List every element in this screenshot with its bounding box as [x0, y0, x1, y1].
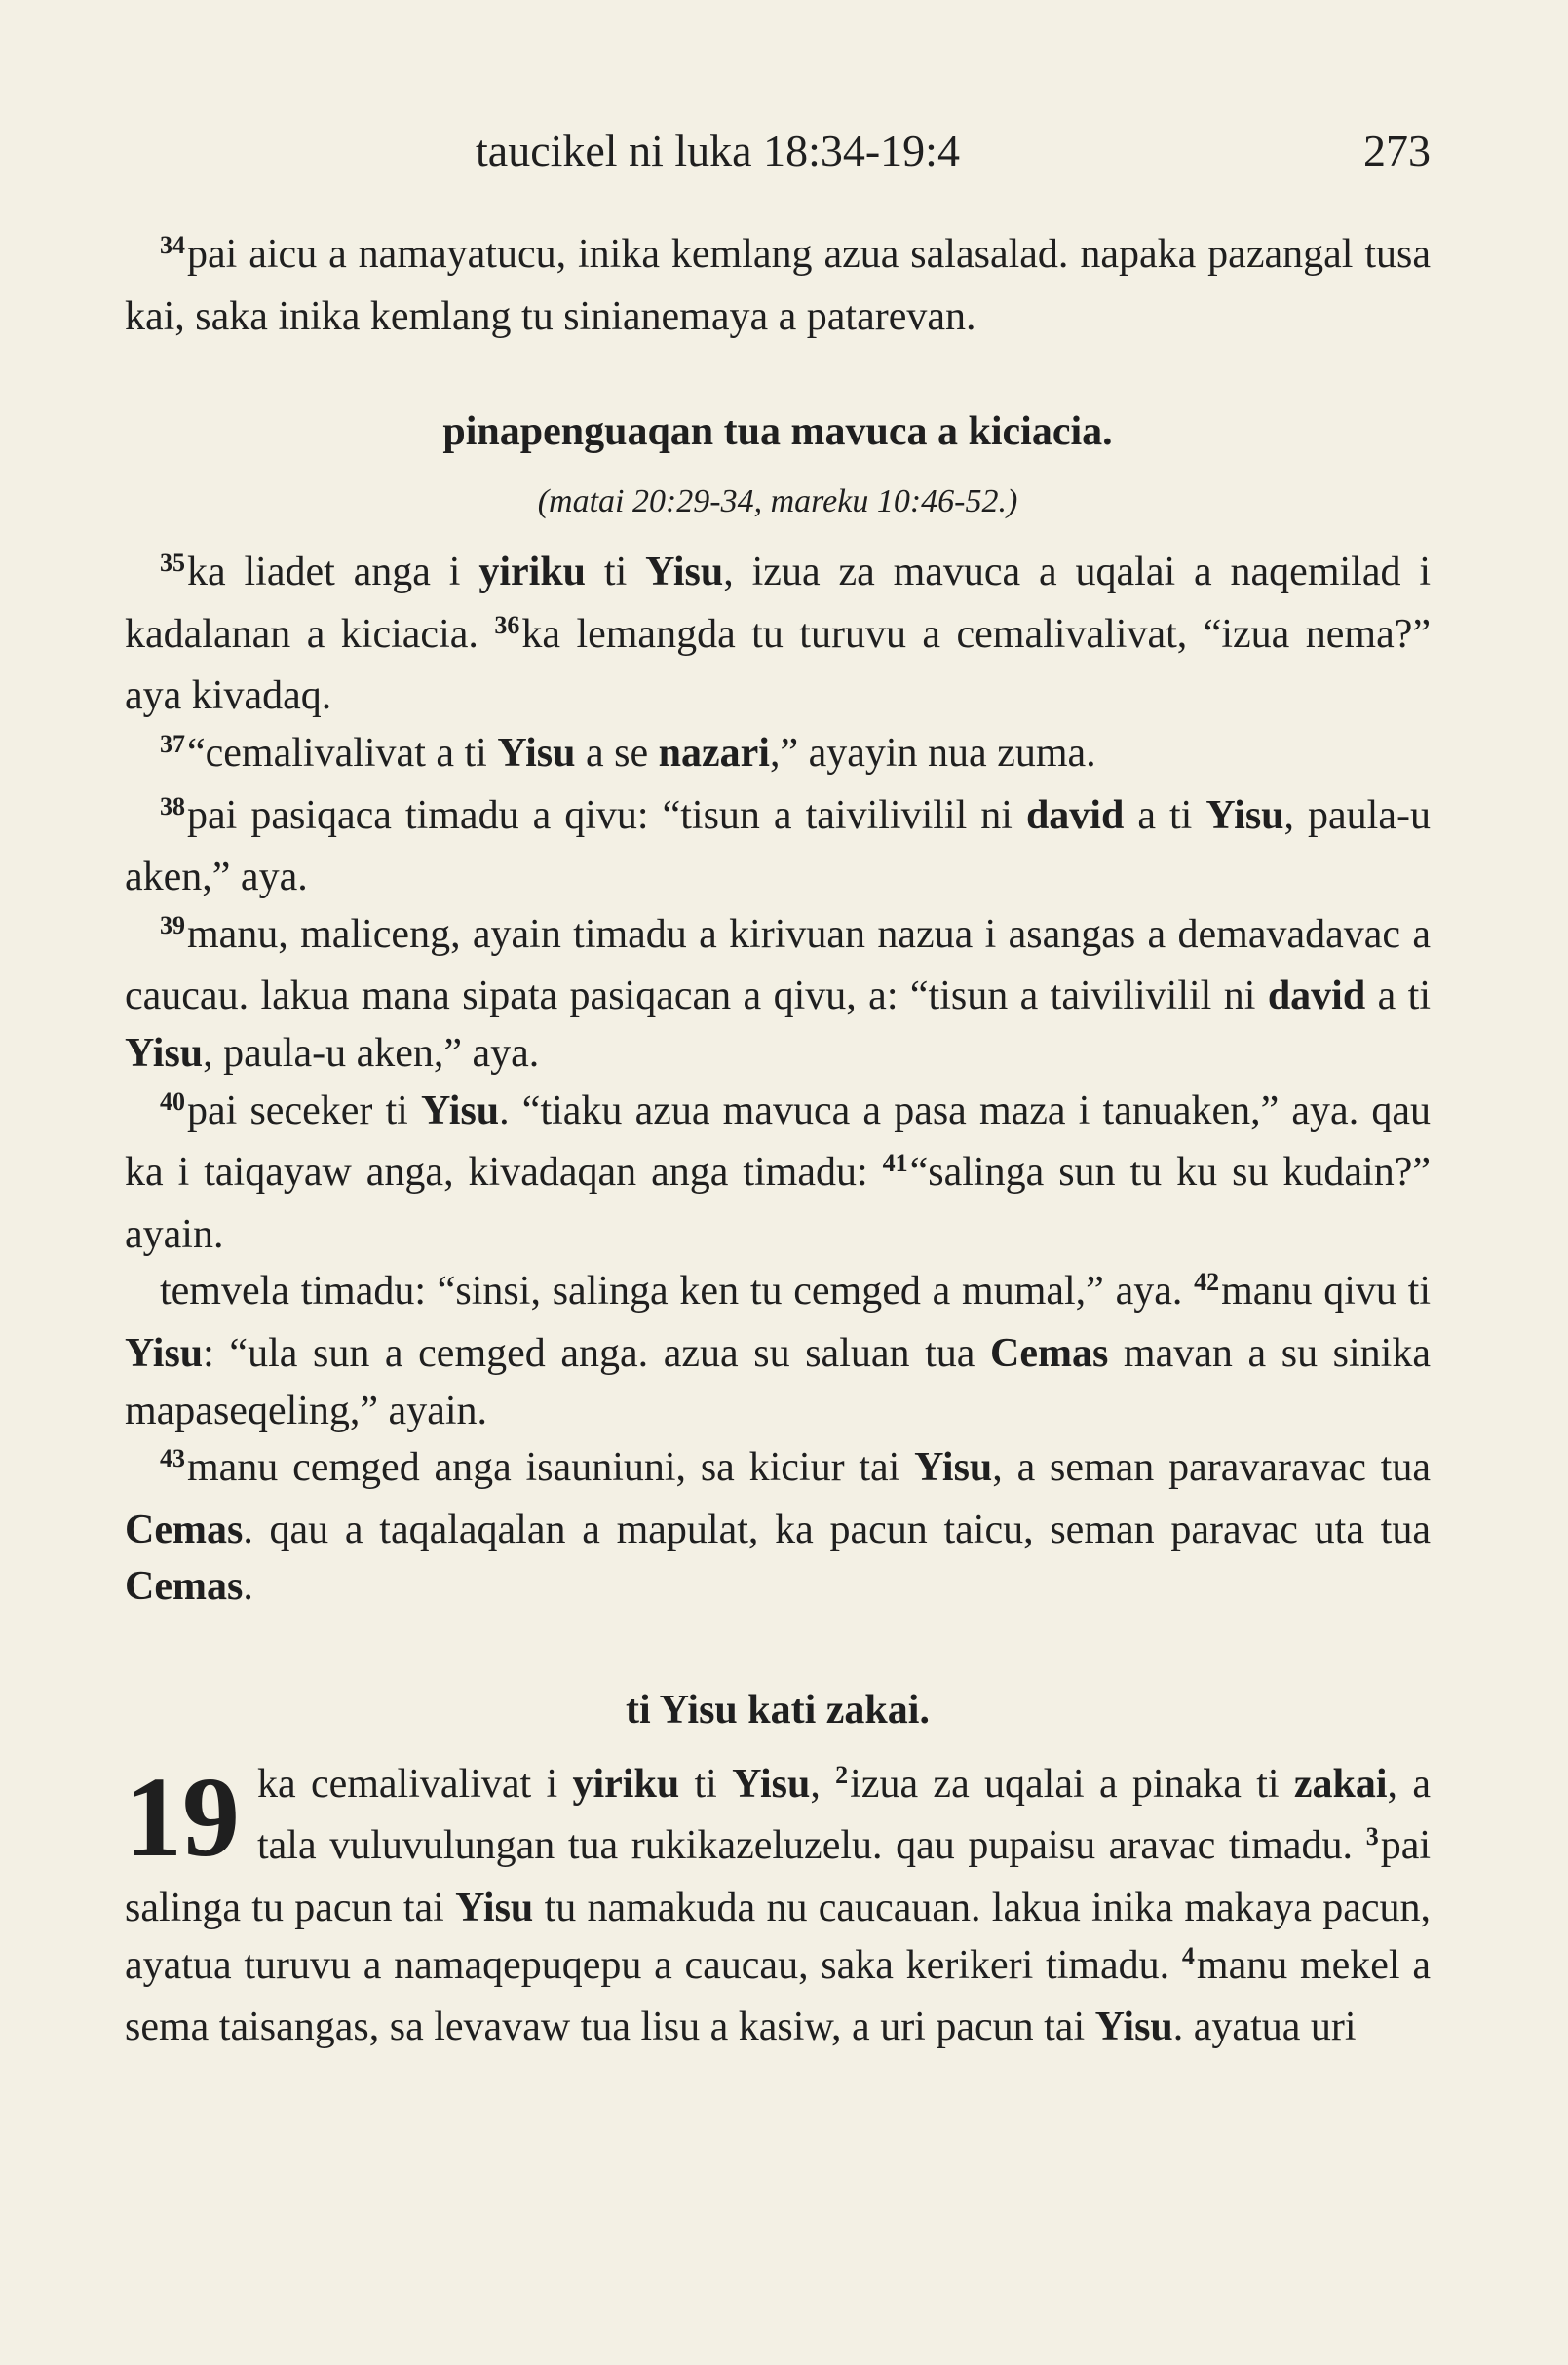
verse-text: ka liadet anga i	[187, 550, 479, 595]
bold-name: Cemas	[125, 1507, 244, 1552]
bold-name: Yisu	[421, 1087, 500, 1133]
verse-number: 3	[1365, 1822, 1379, 1851]
verse-text: ka cemalivalivat i	[257, 1761, 573, 1807]
verse-35	[125, 544, 1431, 725]
verse-text: , a tala vuluvulungan tua rukikazeluzelu. qau pupaisu aravac timadu.	[257, 1761, 1431, 1869]
verse-text: tu namakuda nu caucauan. lakua inika makaya pacun, ayatua turuvu a namaqepuqepu a caucau, saka kerikeri timadu.	[125, 1886, 1431, 1988]
page-header	[125, 125, 1431, 183]
verse-text: ka lemangda tu turuvu a cemalivalivat, “izua nema?” aya kivadaq.	[125, 611, 1432, 719]
bold-name: Yisu	[497, 730, 576, 776]
section-heading: pinapenguaqan tua mavuca a kiciacia.	[442, 409, 1113, 455]
verse-text: izua za uqalai a pinaka ti	[850, 1761, 1294, 1807]
verse-text: . ayatua uri	[1172, 2004, 1357, 2050]
bold-name: david	[1267, 973, 1366, 1019]
verse-text: “salinga sun tu ku su kudain?” ayain.	[125, 1150, 1431, 1257]
verse-42	[125, 1263, 1431, 1439]
bold-name: david	[1025, 792, 1125, 838]
bold-name: zakai	[1293, 1761, 1388, 1807]
verse-number: 37	[160, 729, 185, 758]
bold-name: Yisu	[1205, 792, 1284, 838]
verse-text: pai salinga tu pacun tai	[125, 1823, 1431, 1931]
bold-name: Yisu	[125, 1330, 204, 1376]
verse-number: 34	[160, 231, 185, 259]
verse-number: 4	[1181, 1941, 1195, 1970]
verse-text: ti	[586, 550, 646, 595]
verse-text: ,	[810, 1761, 836, 1807]
bold-name: yiriku	[572, 1761, 680, 1807]
verse-text: : “ula sun a cemged anga. azua su saluan tua	[203, 1330, 991, 1376]
verse-text: a ti	[1365, 973, 1431, 1019]
cross-reference: (matai 20:29-34, mareku 10:46-52.)	[537, 483, 1018, 520]
verse-43	[125, 1439, 1431, 1616]
verse-number: 42	[1194, 1268, 1220, 1297]
page-number: 273	[1363, 126, 1431, 175]
verse-text: pai seceker ti	[187, 1087, 421, 1133]
section-heading: ti Yisu kati zakai.	[626, 1687, 930, 1733]
verse-text: , a seman paravaravac tua	[992, 1445, 1431, 1491]
chapter-number: 19	[125, 1752, 240, 1881]
verse-text: a se	[575, 730, 659, 776]
verse-text: temvela timadu: “sinsi, salinga ken tu cemged a mumal,” aya.	[160, 1269, 1195, 1315]
bold-name: Yisu	[645, 550, 724, 595]
verse-text: . qau a taqalaqalan a mapulat, ka pacun taicu, seman paravac uta tua	[243, 1507, 1431, 1552]
verse-text: ,” ayayin nua zuma.	[769, 730, 1096, 776]
verse-text: , paula-u aken,” aya.	[125, 792, 1431, 900]
verse-39	[125, 906, 1431, 1083]
running-head: taucikel ni luka 18:34-19:4	[476, 126, 960, 175]
verse-text: “cemalivalivat a ti	[187, 730, 498, 776]
bold-name: Cemas	[990, 1330, 1109, 1376]
bold-name: Yisu	[1094, 2004, 1173, 2050]
bold-name: nazari	[658, 730, 770, 776]
verse-text: manu, maliceng, ayain timadu a kirivuan nazua i asangas a demavadavac a caucau. lakua mana sipata pasiqacan a qivu, a: “tisun a taivilivilil ni	[125, 911, 1431, 1019]
bold-name: yiriku	[478, 550, 587, 595]
verse-40	[125, 1083, 1431, 1264]
verse-34	[125, 226, 1431, 345]
verse-text: , paula-u aken,” aya.	[203, 1030, 540, 1076]
verse-text: manu cemged anga isauniuni, sa kiciur tai	[187, 1445, 915, 1491]
verse-text: . “tiaku azua mavuca a pasa maza i tanuaken,” aya. qau ka i taiqayaw anga, kivadaqan anga timadu:	[125, 1087, 1431, 1196]
verse-number: 39	[160, 910, 185, 939]
verse-number: 38	[160, 791, 185, 820]
verse-text: a ti	[1124, 792, 1206, 838]
verse-37	[125, 725, 1431, 787]
verse-number: 41	[882, 1149, 908, 1178]
bold-name: Yisu	[732, 1761, 811, 1807]
verse-text: mavan a su sinika mapaseqeling,” ayain.	[125, 1330, 1431, 1433]
verse-text: manu qivu ti	[1221, 1269, 1431, 1315]
verse-text: pai pasiqaca timadu a qivu: “tisun a taivilivilil ni	[187, 792, 1026, 838]
verse-text: .	[243, 1564, 253, 1610]
verse-text: pai aicu a namayatucu, inika kemlang azua salasalad. napaka pazangal tusa kai, saka inika kemlang tu sinianemaya a patarevan.	[125, 232, 1431, 339]
bold-name: Cemas	[125, 1564, 244, 1610]
bold-name: Yisu	[125, 1030, 204, 1076]
chapter-19-paragraph	[125, 1752, 1431, 2056]
body-text	[125, 226, 1431, 2056]
verse-number: 2	[835, 1760, 849, 1789]
bold-name: Yisu	[455, 1886, 534, 1931]
verse-text: manu mekel a sema taisangas, sa levavaw tua lisu a kasiw, a uri pacun tai	[125, 1942, 1431, 2050]
verse-text: , izua za mavuca a uqalai a naqemilad i kadalanan a kiciacia.	[125, 550, 1431, 657]
verse-text: ti	[679, 1761, 733, 1807]
bold-name: Yisu	[914, 1445, 993, 1491]
verse-number: 35	[160, 549, 185, 578]
verse-number: 36	[494, 610, 520, 639]
verse-number: 43	[160, 1444, 185, 1473]
verse-38	[125, 787, 1431, 906]
verse-number: 40	[160, 1087, 185, 1116]
